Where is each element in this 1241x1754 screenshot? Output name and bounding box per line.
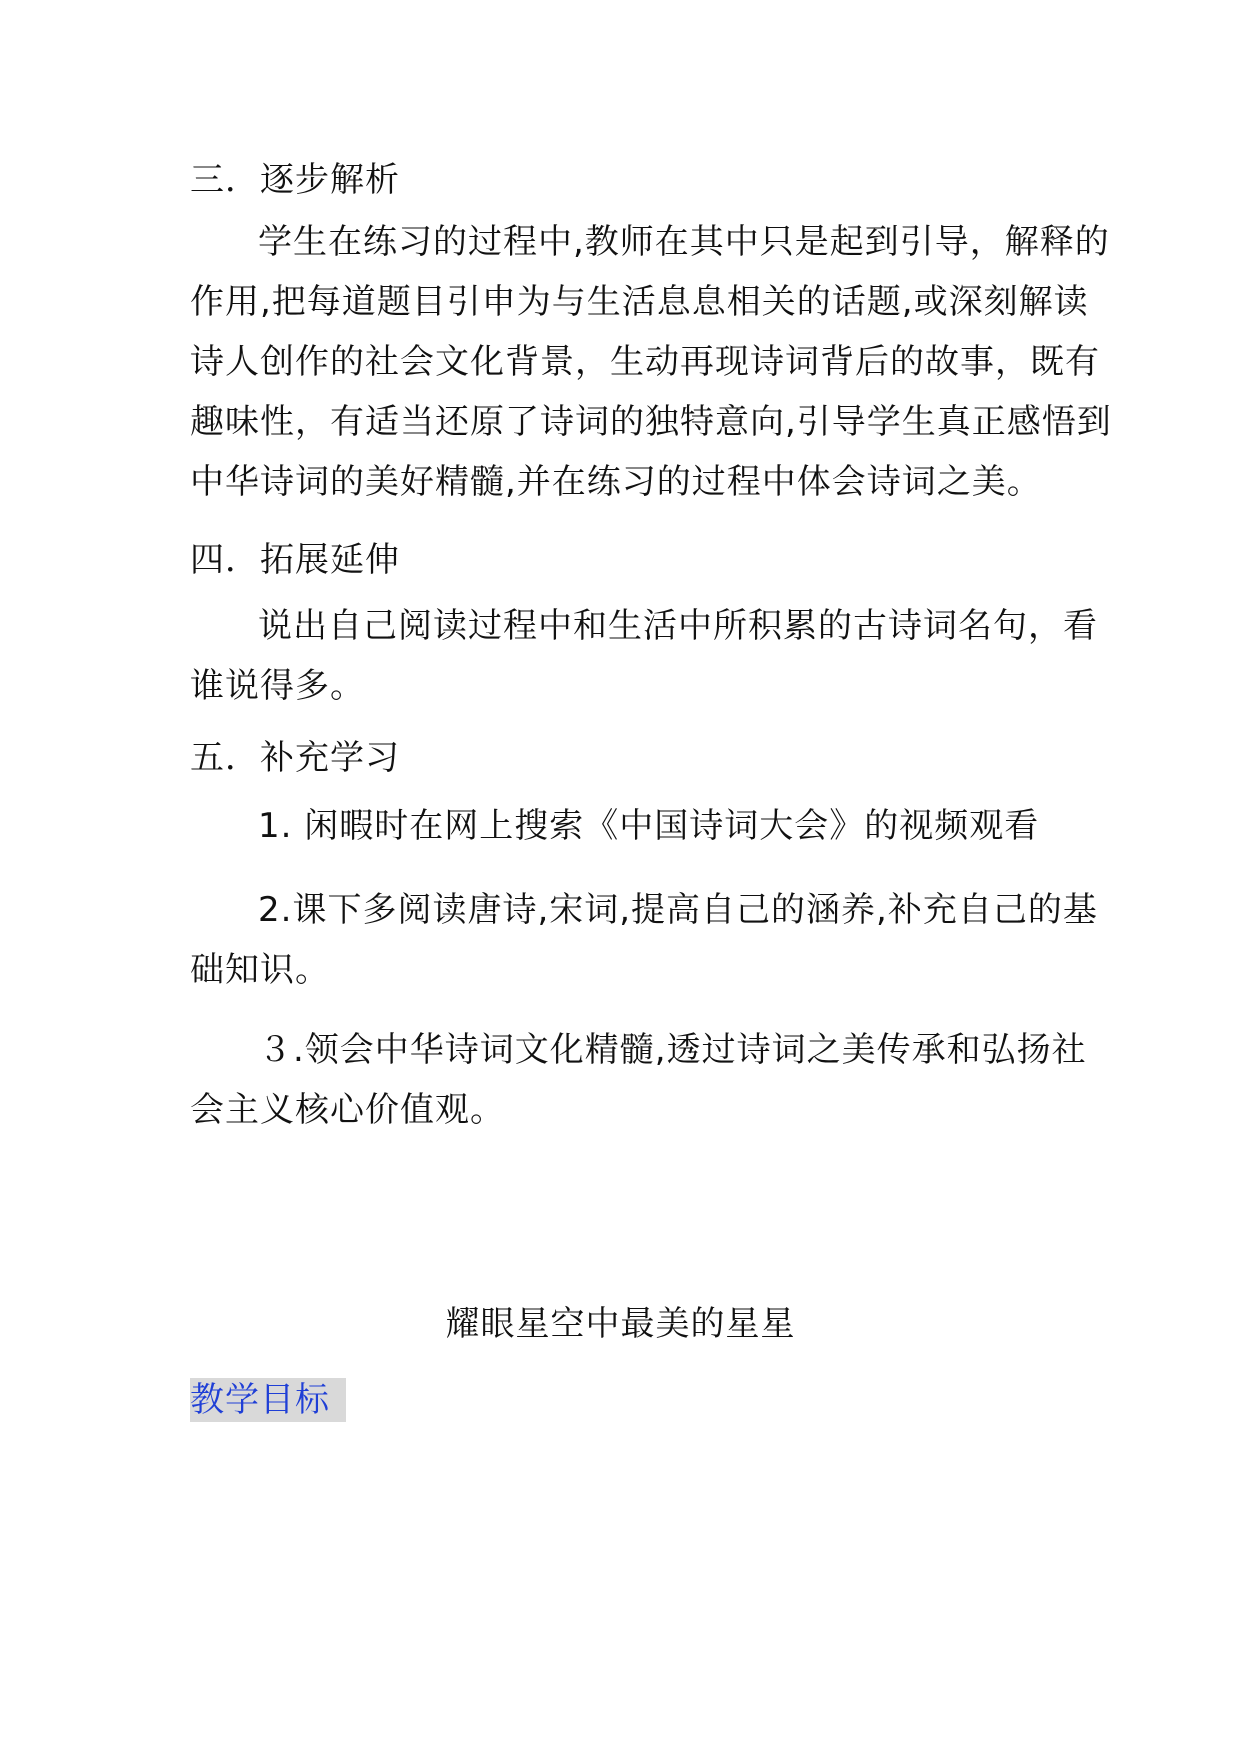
section-5-item-2-line-2: 础知识。 [190,950,330,990]
section-3-paragraph-line-1: 学生在练习的过程中,教师在其中只是起到引导，解释的 [258,222,1110,262]
section-5-item-2-line-1: 2.课下多阅读唐诗,宋词,提高自己的涵养,补充自己的基 [258,890,1098,930]
section-3-paragraph-line-4: 趣味性，有适当还原了诗词的独特意向,引导学生真正感悟到 [190,402,1112,442]
teaching-objectives-heading [190,1380,346,1420]
teaching-objectives-label: 教学目标 [190,1378,346,1422]
section-3-paragraph-line-2: 作用,把每道题目引申为与生活息息相关的话题,或深刻解读 [190,282,1089,322]
section-5-heading: 五．补充学习 [190,738,400,778]
section-4-paragraph-line-1: 说出自己阅读过程中和生活中所积累的古诗词名句，看 [258,606,1098,646]
section-5-item-3-line-2: 会主义核心价值观。 [190,1090,505,1130]
section-4-paragraph-line-2: 谁说得多。 [190,666,365,706]
section-3-heading: 三．逐步解析 [190,160,400,200]
section-4-heading: 四．拓展延伸 [190,540,400,580]
section-3-paragraph-line-3: 诗人创作的社会文化背景，生动再现诗词背后的故事，既有 [190,342,1100,382]
next-lesson-title: 耀眼星空中最美的星星 [445,1304,796,1344]
section-3-paragraph-line-5: 中华诗词的美好精髓,并在练习的过程中体会诗词之美。 [190,462,1042,502]
section-5-item-1-line-1: 1. 闲暇时在网上搜索《中国诗词大会》的视频观看 [258,806,1040,846]
section-5-item-3-line-1: ３.领会中华诗词文化精髓,透过诗词之美传承和弘扬社 [258,1030,1087,1070]
